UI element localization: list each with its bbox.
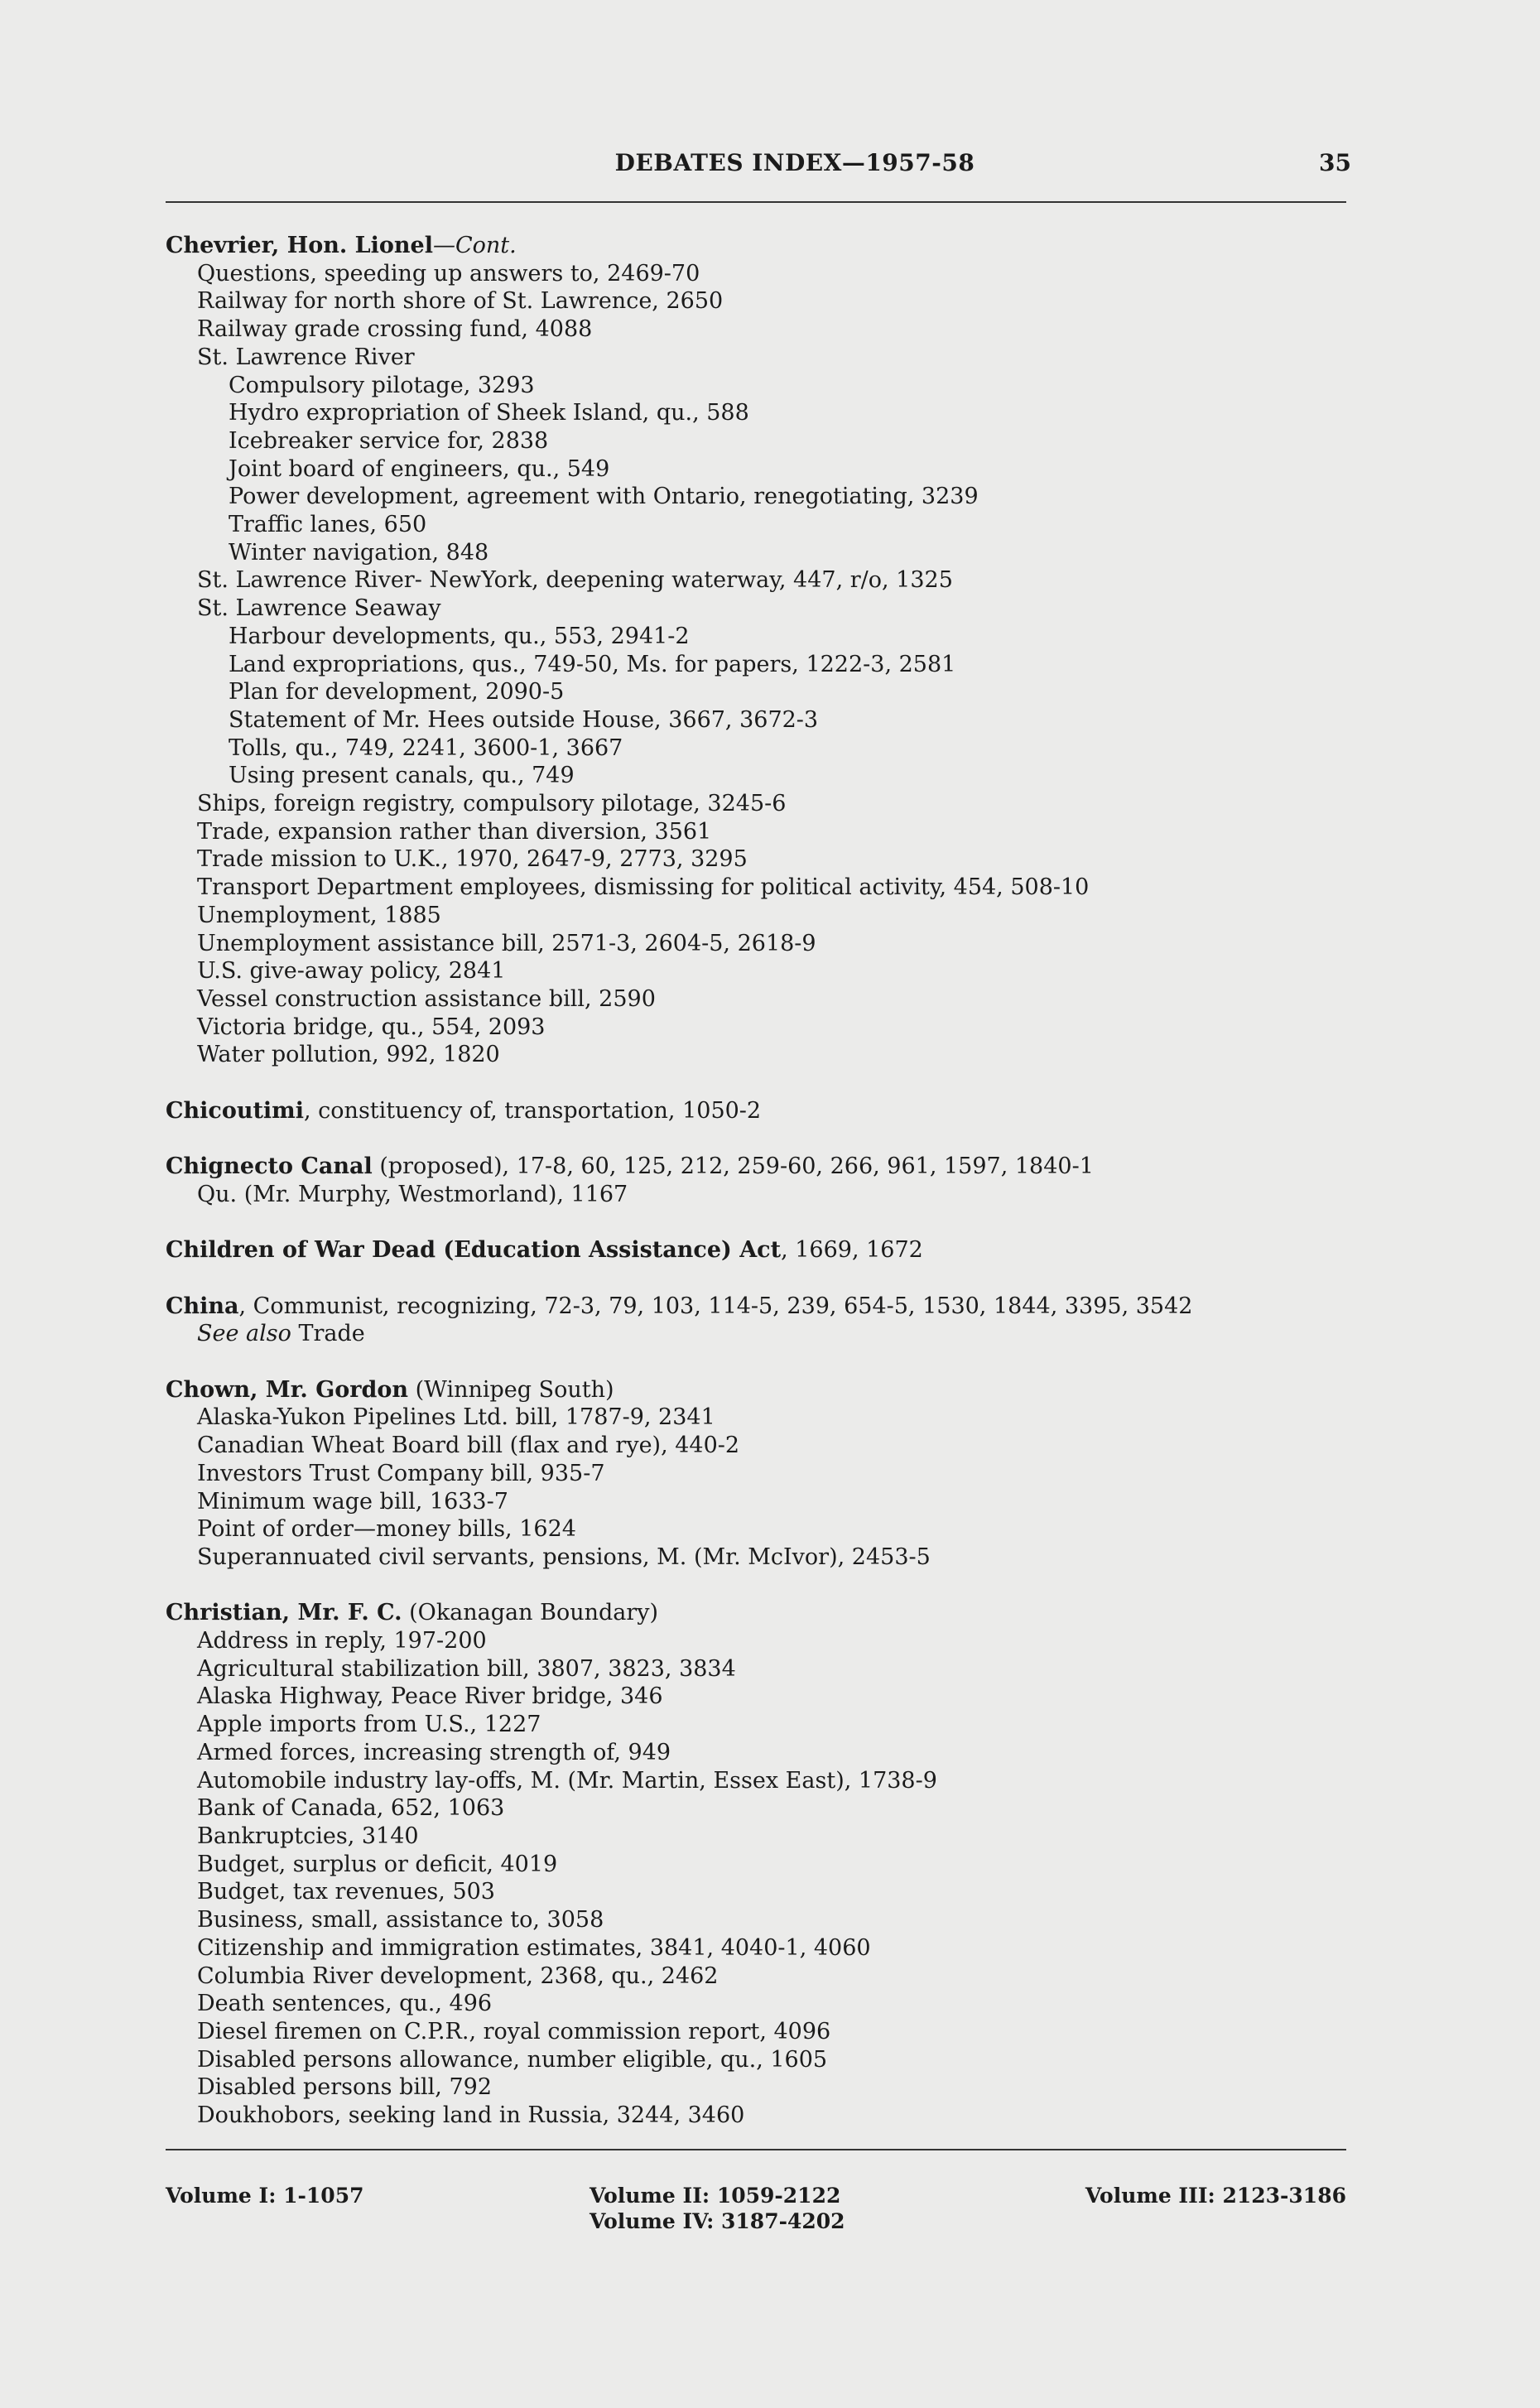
subentry — [166, 1906, 1346, 1934]
subentry-text: Business, small, assistance to, 3058 — [197, 1907, 604, 1934]
subentry — [166, 1404, 1346, 1432]
entry-references: (Winnipeg South) — [408, 1376, 614, 1403]
entry-references: (proposed), 17-8, 60, 125, 212, 259-60, 266, 961, 1597, 1840-1 — [372, 1153, 1094, 1180]
see-also-label: See also — [197, 1321, 299, 1347]
subentry-text: Icebreaker service for, 2838 — [229, 427, 549, 454]
subentry-text: Alaska Highway, Peace River bridge, 346 — [197, 1683, 663, 1710]
subsubentry — [166, 734, 1346, 763]
subentry — [166, 595, 1346, 623]
subentry — [166, 1934, 1346, 1963]
subentry — [166, 985, 1346, 1014]
subentry — [166, 1041, 1346, 1069]
subsubentry — [166, 678, 1346, 706]
entry-heading — [166, 1097, 1346, 1125]
subentry — [166, 1181, 1346, 1209]
subentry — [166, 566, 1346, 595]
subentry-text: Address in reply, 197-200 — [197, 1628, 487, 1654]
subentry-text: Transport Department employees, dismissing for political activity, 454, 508-10 — [197, 874, 1090, 901]
subentry — [166, 2073, 1346, 2102]
subentry-text: Death sentences, qu., 496 — [197, 1991, 493, 2017]
entry-name: Chevrier, Hon. Lionel — [166, 233, 433, 258]
subentry-text: Trade mission to U.K., 1970, 2647-9, 2773, 3295 — [197, 846, 748, 873]
subsubentry — [166, 623, 1346, 651]
footer-rule — [166, 2149, 1346, 2150]
subentry-text: Alaska-Yukon Pipelines Ltd. bill, 1787-9, 2341 — [197, 1404, 715, 1431]
subentry — [166, 1014, 1346, 1042]
entry-references: (Okanagan Boundary) — [402, 1600, 659, 1626]
subentry-text: Railway for north shore of St. Lawrence, 2650 — [197, 288, 724, 315]
subentry — [166, 315, 1346, 344]
subentry-text: Columbia River development, 2368, qu., 2462 — [197, 1963, 719, 1989]
subentry — [166, 1432, 1346, 1460]
subentry — [166, 2018, 1346, 2046]
subentry — [166, 1851, 1346, 1879]
subentry-text: Victoria bridge, qu., 554, 2093 — [197, 1014, 546, 1040]
subentry-text: Ships, foreign registry, compulsory pilotage, 3245-6 — [197, 791, 787, 817]
running-header-title: DEBATES INDEX—1957-58 — [614, 149, 975, 176]
subsubentry — [166, 511, 1346, 539]
subentry — [166, 1711, 1346, 1739]
subentry — [166, 1320, 1346, 1348]
subentry-text: Canadian Wheat Board bill (flax and rye), 440-2 — [197, 1433, 740, 1459]
subentry-text: Land expropriations, qus., 749-50, Ms. for papers, 1222-3, 2581 — [229, 651, 956, 677]
entry-name: Chicoutimi — [166, 1097, 305, 1124]
subentry-text: Bank of Canada, 652, 1063 — [197, 1795, 505, 1822]
entry-heading — [166, 1599, 1346, 1627]
subsubentry — [166, 455, 1346, 484]
subsubentry — [166, 372, 1346, 400]
subentry — [166, 2102, 1346, 2130]
subentry — [166, 1767, 1346, 1795]
subentry — [166, 1878, 1346, 1906]
subentry-text: Superannuated civil servants, pensions, M. (Mr. McIvor), 2453-5 — [197, 1544, 931, 1570]
entry-name: China — [166, 1293, 239, 1319]
subentry-text: Point of order—money bills, 1624 — [197, 1516, 576, 1543]
subentry — [166, 1460, 1346, 1488]
subentry-text: Vessel construction assistance bill, 2590 — [197, 985, 656, 1012]
subentry — [166, 845, 1346, 874]
subentry-text: Citizenship and immigration estimates, 3841, 4040-1, 4060 — [197, 1934, 871, 1961]
entry-name: Christian, Mr. F. C. — [166, 1600, 402, 1626]
subsubentry — [166, 762, 1346, 790]
subentry — [166, 874, 1346, 902]
subentry-text: Budget, tax revenues, 503 — [197, 1879, 495, 1905]
index-entry — [166, 1097, 1346, 1125]
subentry-text: Using present canals, qu., 749 — [229, 763, 575, 789]
subentry — [166, 1794, 1346, 1823]
entry-heading — [166, 1236, 1346, 1264]
subsubentry — [166, 539, 1346, 567]
entry-references: , Communist, recognizing, 72-3, 79, 103, 114-5, 239, 654-5, 1530, 1844, 3395, 3542 — [238, 1293, 1193, 1319]
subentry-text: Plan for development, 2090-5 — [229, 679, 565, 706]
subentry-text: Armed forces, increasing strength of, 949 — [197, 1739, 671, 1765]
subentry-text: St. Lawrence Seaway — [197, 595, 441, 622]
volume-footer — [166, 2183, 1346, 2257]
entry-heading — [166, 232, 1346, 260]
index-entry — [166, 1293, 1346, 1348]
subsubentry — [166, 399, 1346, 427]
index-entry — [166, 1599, 1346, 2129]
volume-3-range: Volume III: 2123-3186 — [1085, 2184, 1346, 2208]
volume-2-4-ranges — [590, 2183, 845, 2234]
index-entry — [166, 1153, 1346, 1208]
subentry — [166, 1739, 1346, 1767]
volume-2-range: Volume II: 1059-2122 — [590, 2184, 841, 2208]
entry-name: Chown, Mr. Gordon — [166, 1376, 409, 1403]
subentry — [166, 287, 1346, 315]
entry-heading — [166, 1376, 1346, 1404]
subentry — [166, 1627, 1346, 1655]
subentry — [166, 2046, 1346, 2074]
subentry-text: Water pollution, 992, 1820 — [197, 1042, 500, 1068]
subentry-text: St. Lawrence River- NewYork, deepening waterway, 447, r/o, 1325 — [197, 567, 953, 594]
subentry-text: Winter navigation, 848 — [229, 539, 489, 566]
subentry-text: Apple imports from U.S., 1227 — [197, 1712, 541, 1738]
subentry — [166, 1990, 1346, 2018]
subsubentry — [166, 706, 1346, 734]
entry-references: , constituency of, transportation, 1050-2 — [304, 1097, 762, 1124]
subentry-text: Budget, surplus or deficit, 4019 — [197, 1851, 558, 1877]
entry-heading — [166, 1153, 1346, 1181]
subentry — [166, 1823, 1346, 1851]
index-entry — [166, 1236, 1346, 1264]
entry-name: Chignecto Canal — [166, 1153, 373, 1180]
subentry — [166, 1488, 1346, 1516]
subentry — [166, 790, 1346, 818]
subentry-text: Trade — [298, 1321, 365, 1347]
subentry — [166, 1655, 1346, 1683]
subentry-text: Diesel firemen on C.P.R., royal commission report, 4096 — [197, 2018, 831, 2044]
subentry — [166, 1515, 1346, 1544]
index-entries — [166, 232, 1346, 2130]
subentry-text: Joint board of engineers, qu., 549 — [229, 455, 610, 482]
subentry-text: U.S. give-away policy, 2841 — [197, 958, 506, 985]
subentry-text: Unemployment assistance bill, 2571-3, 2604-5, 2618-9 — [197, 930, 816, 956]
subentry-text: Trade, expansion rather than diversion, 3561 — [197, 818, 712, 845]
subentry-text: Questions, speeding up answers to, 2469-70 — [197, 260, 700, 287]
subentry-text: Disabled persons bill, 792 — [197, 2074, 492, 2101]
subsubentry — [166, 427, 1346, 455]
page-number: 35 — [1319, 149, 1351, 176]
subentry-text: Unemployment, 1885 — [197, 902, 441, 928]
subentry — [166, 1683, 1346, 1711]
subentry — [166, 902, 1346, 930]
entry-name: Children of War Dead (Education Assistance) Act — [166, 1237, 782, 1264]
subentry — [166, 344, 1346, 372]
entry-heading — [166, 1293, 1346, 1321]
subentry-text: Statement of Mr. Hees outside House, 3667, 3672-3 — [229, 706, 819, 733]
subentry-text: Compulsory pilotage, 3293 — [229, 372, 535, 398]
index-entry — [166, 232, 1346, 1069]
index-entry — [166, 1376, 1346, 1572]
subentry — [166, 930, 1346, 958]
subentry-text: Traffic lanes, 650 — [229, 512, 427, 538]
subentry-text: Qu. (Mr. Murphy, Westmorland), 1167 — [197, 1181, 628, 1207]
subentry-text: Investors Trust Company bill, 935-7 — [197, 1460, 605, 1486]
subentry-text: Bankruptcies, 3140 — [197, 1823, 419, 1849]
subentry — [166, 260, 1346, 288]
subentry-text: Harbour developments, qu., 553, 2941-2 — [229, 623, 690, 649]
subentry-text: Minimum wage bill, 1633-7 — [197, 1488, 508, 1515]
volume-1-range: Volume I: 1-1057 — [166, 2184, 364, 2208]
subentry — [166, 818, 1346, 846]
subentry — [166, 957, 1346, 985]
subentry-text: Disabled persons allowance, number eligible, qu., 1605 — [197, 2046, 828, 2073]
volume-4-range: Volume IV: 3187-4202 — [590, 2209, 845, 2233]
subentry — [166, 1963, 1346, 1991]
subentry-text: Automobile industry lay-offs, M. (Mr. Martin, Essex East), 1738-9 — [197, 1767, 937, 1794]
subentry-text: Hydro expropriation of Sheek Island, qu., 588 — [229, 400, 749, 426]
subsubentry — [166, 483, 1346, 511]
header-rule — [166, 201, 1346, 203]
subentry-text: Tolls, qu., 749, 2241, 3600-1, 3667 — [229, 734, 623, 761]
subentry-text: Doukhobors, seeking land in Russia, 3244, 3460 — [197, 2102, 745, 2129]
entry-continued: —Cont. — [432, 233, 517, 258]
subentry — [166, 1544, 1346, 1572]
subsubentry — [166, 651, 1346, 679]
subentry-text: Power development, agreement with Ontario, renegotiating, 3239 — [229, 484, 979, 510]
subentry-text: St. Lawrence River — [197, 344, 415, 370]
subentry-text: Railway grade crossing fund, 4088 — [197, 316, 593, 343]
entry-references: , 1669, 1672 — [781, 1237, 923, 1264]
subentry-text: Agricultural stabilization bill, 3807, 3823, 3834 — [197, 1655, 736, 1682]
